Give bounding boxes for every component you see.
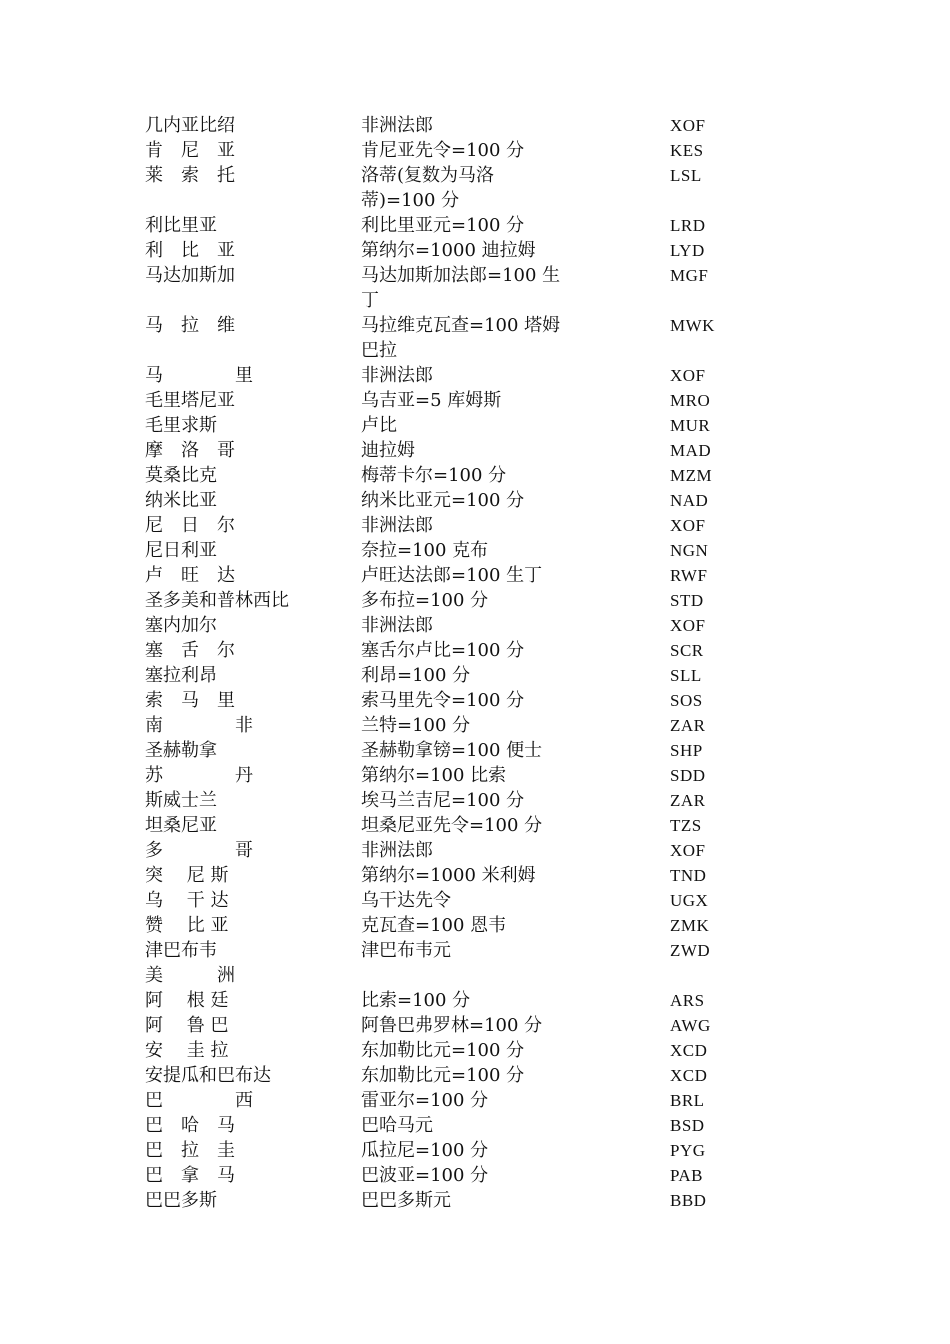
country-name: 塞内加尔 [145, 615, 217, 636]
country-name: 马 拉 维 [145, 315, 235, 336]
table-row [0, 413, 950, 438]
table-row [0, 1188, 950, 1213]
table-row [0, 313, 950, 363]
currency-unit: 非洲法郎 [361, 840, 433, 861]
currency-unit: 坦桑尼亚先令=100 分 [361, 815, 543, 836]
country-name: 安提瓜和巴布达 [145, 1065, 271, 1086]
currency-code: UGX [670, 891, 709, 910]
currency-code: XCD [670, 1041, 708, 1060]
table-row [0, 488, 950, 513]
country-name: 马达加斯加 [145, 265, 235, 286]
country-name: 卢 旺 达 [145, 565, 235, 586]
currency-code: NGN [670, 541, 709, 560]
currency-unit: 非洲法郎 [361, 515, 433, 536]
table-row [0, 963, 950, 988]
table-row [0, 1088, 950, 1113]
currency-unit: 阿鲁巴弗罗林=100 分 [361, 1015, 543, 1036]
table-row [0, 113, 950, 138]
country-name: 摩 洛 哥 [145, 440, 235, 461]
country-name: 南 非 [145, 715, 253, 736]
currency-unit: 津巴布韦元 [361, 940, 451, 961]
country-name: 塞拉利昂 [145, 665, 217, 686]
country-name: 利比里亚 [145, 215, 217, 236]
currency-code: LSL [670, 166, 702, 185]
currency-unit: 瓜拉尼=100 分 [361, 1140, 489, 1161]
currency-unit: 马达加斯加法郎=100 生 丁 [361, 265, 561, 311]
currency-table [0, 113, 950, 1213]
currency-unit: 第纳尔=1000 米利姆 [361, 865, 536, 886]
currency-code: XCD [670, 1066, 708, 1085]
country-name: 阿 根 廷 [145, 990, 229, 1011]
currency-code: MWK [670, 316, 715, 335]
currency-unit: 马拉维克瓦查=100 塔姆 巴拉 [361, 315, 561, 361]
country-name: 莫桑比克 [145, 465, 217, 486]
country-name: 巴 拿 马 [145, 1165, 235, 1186]
currency-code: ZAR [670, 716, 706, 735]
table-row [0, 1138, 950, 1163]
table-row [0, 1163, 950, 1188]
table-row [0, 138, 950, 163]
country-name: 尼日利亚 [145, 540, 217, 561]
table-row [0, 863, 950, 888]
currency-code: ZMK [670, 916, 710, 935]
currency-unit: 兰特=100 分 [361, 715, 471, 736]
country-name: 赞 比 亚 [145, 915, 229, 936]
currency-code: AWG [670, 1016, 711, 1035]
country-name: 索 马 里 [145, 690, 235, 711]
country-name: 圣赫勒拿 [145, 740, 217, 761]
currency-unit: 塞舌尔卢比=100 分 [361, 640, 525, 661]
currency-code: MAD [670, 441, 712, 460]
currency-unit: 索马里先令=100 分 [361, 690, 525, 711]
country-name: 津巴布韦 [145, 940, 217, 961]
table-row [0, 263, 950, 313]
table-row [0, 763, 950, 788]
country-name: 纳米比亚 [145, 490, 217, 511]
country-name: 利 比 亚 [145, 240, 235, 261]
currency-code: ARS [670, 991, 705, 1010]
currency-code: ZAR [670, 791, 706, 810]
country-name: 苏 丹 [145, 765, 253, 786]
country-name: 圣多美和普林西比 [145, 590, 289, 611]
currency-unit: 第纳尔=100 比索 [361, 765, 507, 786]
table-row [0, 563, 950, 588]
table-row [0, 463, 950, 488]
table-row [0, 638, 950, 663]
table-row [0, 938, 950, 963]
currency-code: TZS [670, 816, 702, 835]
country-name: 阿 鲁 巴 [145, 1015, 229, 1036]
table-row [0, 538, 950, 563]
country-name: 毛里求斯 [145, 415, 217, 436]
table-row [0, 513, 950, 538]
country-name: 美 洲 [145, 965, 235, 986]
currency-code: RWF [670, 566, 708, 585]
currency-rows [0, 113, 950, 1213]
currency-code: SOS [670, 691, 703, 710]
currency-unit: 第纳尔=1000 迪拉姆 [361, 240, 536, 261]
country-name: 巴巴多斯 [145, 1190, 217, 1211]
currency-unit [361, 963, 566, 988]
table-row [0, 588, 950, 613]
currency-unit: 非洲法郎 [361, 365, 433, 386]
currency-code: LYD [670, 241, 705, 260]
table-row [0, 1013, 950, 1038]
country-name: 塞 舌 尔 [145, 640, 235, 661]
currency-unit: 肯尼亚先令=100 分 [361, 140, 525, 161]
country-name: 几内亚比绍 [145, 115, 235, 136]
currency-unit: 奈拉=100 克布 [361, 540, 489, 561]
currency-code: MZM [670, 466, 713, 485]
currency-code: PAB [670, 1166, 704, 1185]
currency-unit: 洛蒂(复数为马洛 蒂)=100 分 [361, 165, 495, 211]
currency-unit: 梅蒂卡尔=100 分 [361, 465, 507, 486]
currency-code: XOF [670, 366, 706, 385]
currency-code: STD [670, 591, 704, 610]
currency-unit: 东加勒比元=100 分 [361, 1040, 525, 1061]
currency-unit: 利昂=100 分 [361, 665, 471, 686]
country-name: 巴 拉 圭 [145, 1140, 235, 1161]
table-row [0, 663, 950, 688]
country-name: 巴 哈 马 [145, 1115, 235, 1136]
currency-code: XOF [670, 616, 706, 635]
currency-code: XOF [670, 116, 706, 135]
currency-unit: 埃马兰吉尼=100 分 [361, 790, 525, 811]
currency-unit: 巴波亚=100 分 [361, 1165, 489, 1186]
currency-code: KES [670, 141, 704, 160]
country-name: 突 尼 斯 [145, 865, 229, 886]
currency-code: SDD [670, 766, 706, 785]
currency-code: MGF [670, 266, 709, 285]
table-row [0, 788, 950, 813]
country-name: 多 哥 [145, 840, 253, 861]
table-row [0, 838, 950, 863]
country-name: 安 圭 拉 [145, 1040, 229, 1061]
table-row [0, 363, 950, 388]
currency-unit: 纳米比亚元=100 分 [361, 490, 525, 511]
country-name: 莱 索 托 [145, 165, 235, 186]
currency-code: MUR [670, 416, 711, 435]
currency-unit: 巴巴多斯元 [361, 1190, 451, 1211]
table-row [0, 1038, 950, 1063]
currency-unit: 雷亚尔=100 分 [361, 1090, 489, 1111]
currency-code: XOF [670, 516, 706, 535]
currency-code: SCR [670, 641, 704, 660]
currency-code: ZWD [670, 941, 711, 960]
table-row [0, 913, 950, 938]
currency-code: BRL [670, 1091, 705, 1110]
currency-code: MRO [670, 391, 711, 410]
currency-unit: 卢比 [361, 415, 397, 436]
table-row [0, 213, 950, 238]
table-row [0, 163, 950, 213]
currency-code: TND [670, 866, 707, 885]
country-name: 坦桑尼亚 [145, 815, 217, 836]
currency-code: BBD [670, 1191, 707, 1210]
currency-unit: 乌吉亚=5 库姆斯 [361, 390, 502, 411]
table-row [0, 713, 950, 738]
currency-unit: 利比里亚元=100 分 [361, 215, 525, 236]
currency-unit: 多布拉=100 分 [361, 590, 489, 611]
table-row [0, 388, 950, 413]
table-row [0, 738, 950, 763]
currency-unit: 迪拉姆 [361, 440, 415, 461]
currency-unit: 圣赫勒拿镑=100 便士 [361, 740, 543, 761]
table-row [0, 888, 950, 913]
currency-code: XOF [670, 841, 706, 860]
table-row [0, 238, 950, 263]
currency-unit: 乌干达先令 [361, 890, 451, 911]
currency-code: SHP [670, 741, 703, 760]
table-row [0, 813, 950, 838]
currency-unit: 巴哈马元 [361, 1115, 433, 1136]
table-row [0, 1113, 950, 1138]
country-name: 肯 尼 亚 [145, 140, 235, 161]
currency-code: NAD [670, 491, 709, 510]
country-name: 尼 日 尔 [145, 515, 235, 536]
currency-unit: 卢旺达法郎=100 生丁 [361, 565, 543, 586]
currency-unit: 非洲法郎 [361, 115, 433, 136]
currency-unit: 东加勒比元=100 分 [361, 1065, 525, 1086]
country-name: 乌 干 达 [145, 890, 229, 911]
currency-code: PYG [670, 1141, 706, 1160]
currency-unit: 比索=100 分 [361, 990, 471, 1011]
country-name: 巴 西 [145, 1090, 253, 1111]
country-name: 毛里塔尼亚 [145, 390, 235, 411]
table-row [0, 688, 950, 713]
currency-code: SLL [670, 666, 702, 685]
currency-code: LRD [670, 216, 706, 235]
table-row [0, 988, 950, 1013]
currency-unit: 克瓦查=100 恩韦 [361, 915, 507, 936]
country-name: 斯威士兰 [145, 790, 217, 811]
table-row [0, 613, 950, 638]
currency-unit: 非洲法郎 [361, 615, 433, 636]
table-row [0, 1063, 950, 1088]
currency-code: BSD [670, 1116, 705, 1135]
country-name: 马 里 [145, 365, 253, 386]
table-row [0, 438, 950, 463]
